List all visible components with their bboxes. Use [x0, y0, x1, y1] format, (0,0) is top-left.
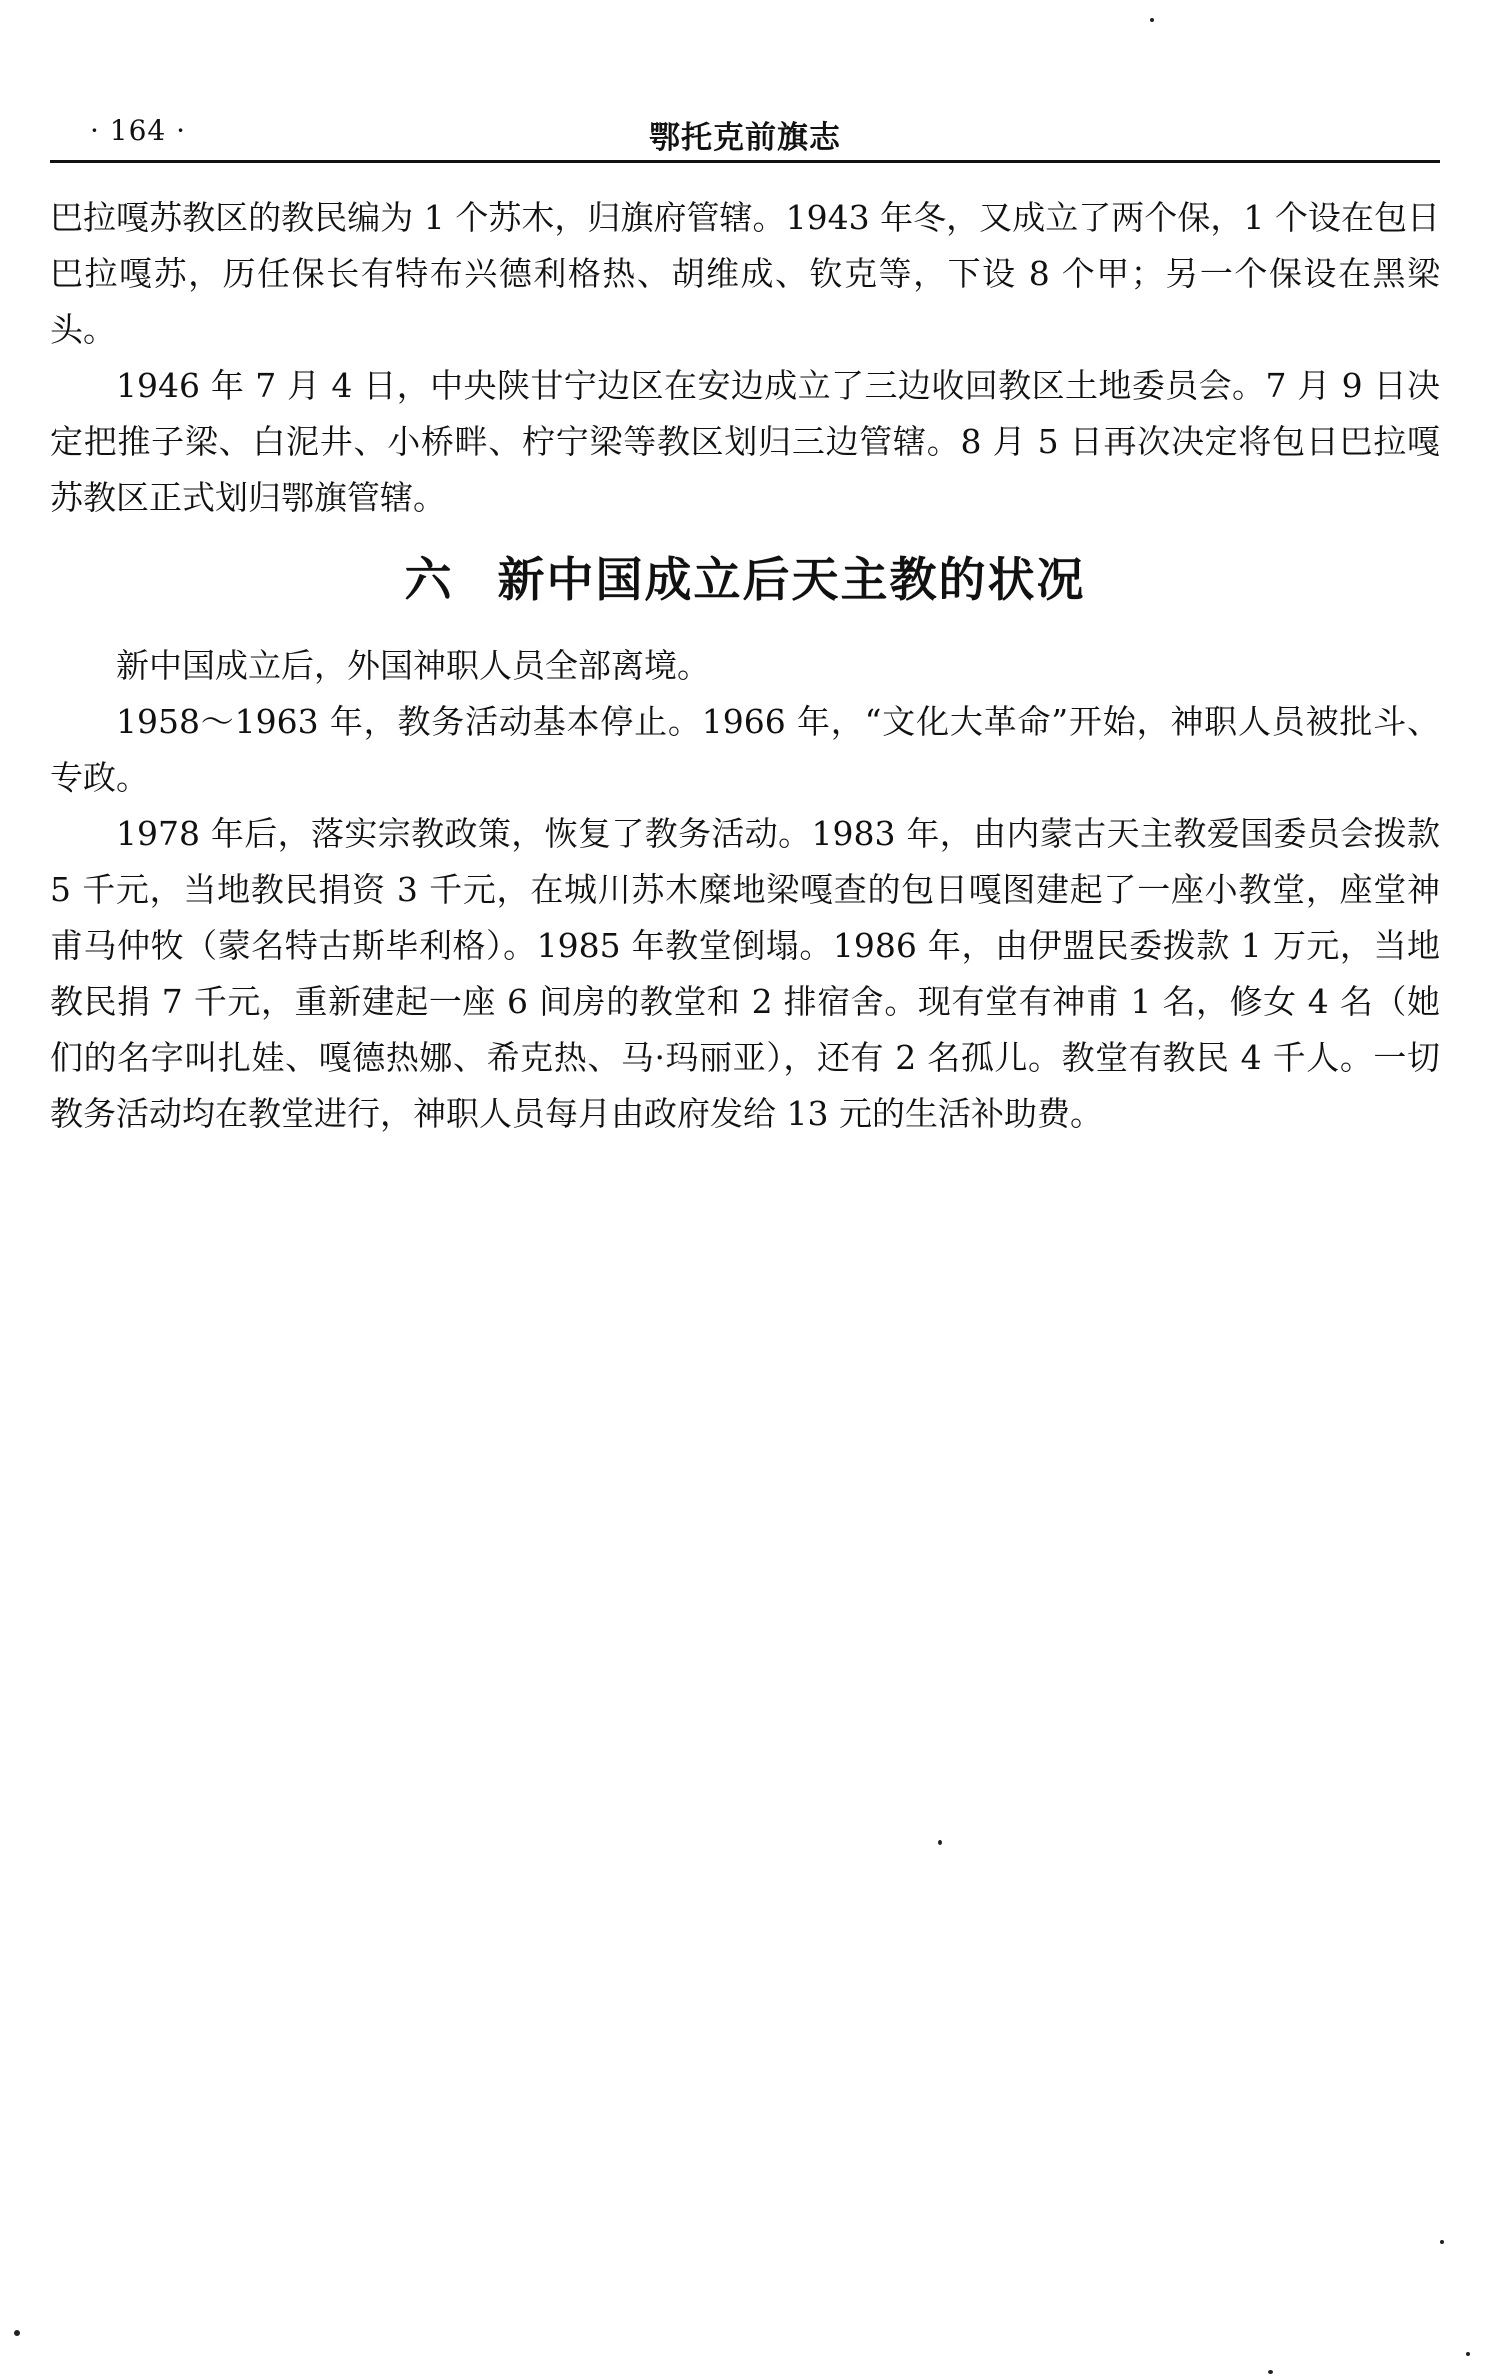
paragraph: 1946 年 7 月 4 日，中央陕甘宁边区在安边成立了三边收回教区土地委员会。7 月 9 日决定把推子梁、白泥井、小桥畔、柠宁梁等教区划归三边管辖。8 月 5 日再次决定将包日巴拉嘎苏教区正式划归鄂旗管辖。: [50, 366, 1440, 517]
paragraph: 新中国成立后，外国神职人员全部离境。: [116, 646, 710, 685]
section-title-text: 新中国成立后天主教的状况: [497, 553, 1086, 608]
running-title: 鄂托克前旗志: [649, 120, 841, 156]
page-header: [50, 108, 1440, 160]
paragraph: 1958～1963 年，教务活动基本停止。1966 年，“文化大革命”开始，神职人员被批斗、专政。: [50, 702, 1440, 797]
body-text: [50, 190, 1440, 1142]
section-number: 六: [404, 553, 454, 608]
scan-speck: [1440, 2240, 1444, 2244]
scan-speck: [1268, 2370, 1273, 2374]
scan-speck: [1466, 2352, 1470, 2356]
scan-speck: [14, 2330, 20, 2336]
scan-speck: [938, 1840, 942, 1845]
header-rule: [50, 160, 1440, 163]
scan-speck: [1150, 18, 1154, 22]
paragraph: 1978 年后，落实宗教政策，恢复了教务活动。1983 年，由内蒙古天主教爱国委员会拨款 5 千元，当地教民捐资 3 千元，在城川苏木糜地梁嘎查的包日嘎图建起了一座小教堂，座堂神甫马仲牧（蒙名特古斯毕利格）。1985 年教堂倒塌。1986 年，由伊盟民委拨款 1 万元，当地教民捐 7 千元，重新建起一座 6 间房的教堂和 2 排宿舍。现有堂有神甫 1 名，修女 4 名（她们的名字叫扎娃、嘎德热娜、希克热、马·玛丽亚），还有 2 名孤儿。教堂有教民 4 千人。一切教务活动均在教堂进行，神职人员每月由政府发给 13 元的生活补助费。: [50, 814, 1440, 1133]
page-number: · 164 ·: [90, 114, 187, 147]
paragraph-continued: 巴拉嘎苏教区的教民编为 1 个苏木，归旗府管辖。1943 年冬，又成立了两个保，1 个设在包日巴拉嘎苏，历任保长有特布兴德利格热、胡维成、钦克等，下设 8 个甲；另一个保设在黑梁头。: [50, 198, 1440, 349]
section-heading: [50, 550, 1440, 612]
